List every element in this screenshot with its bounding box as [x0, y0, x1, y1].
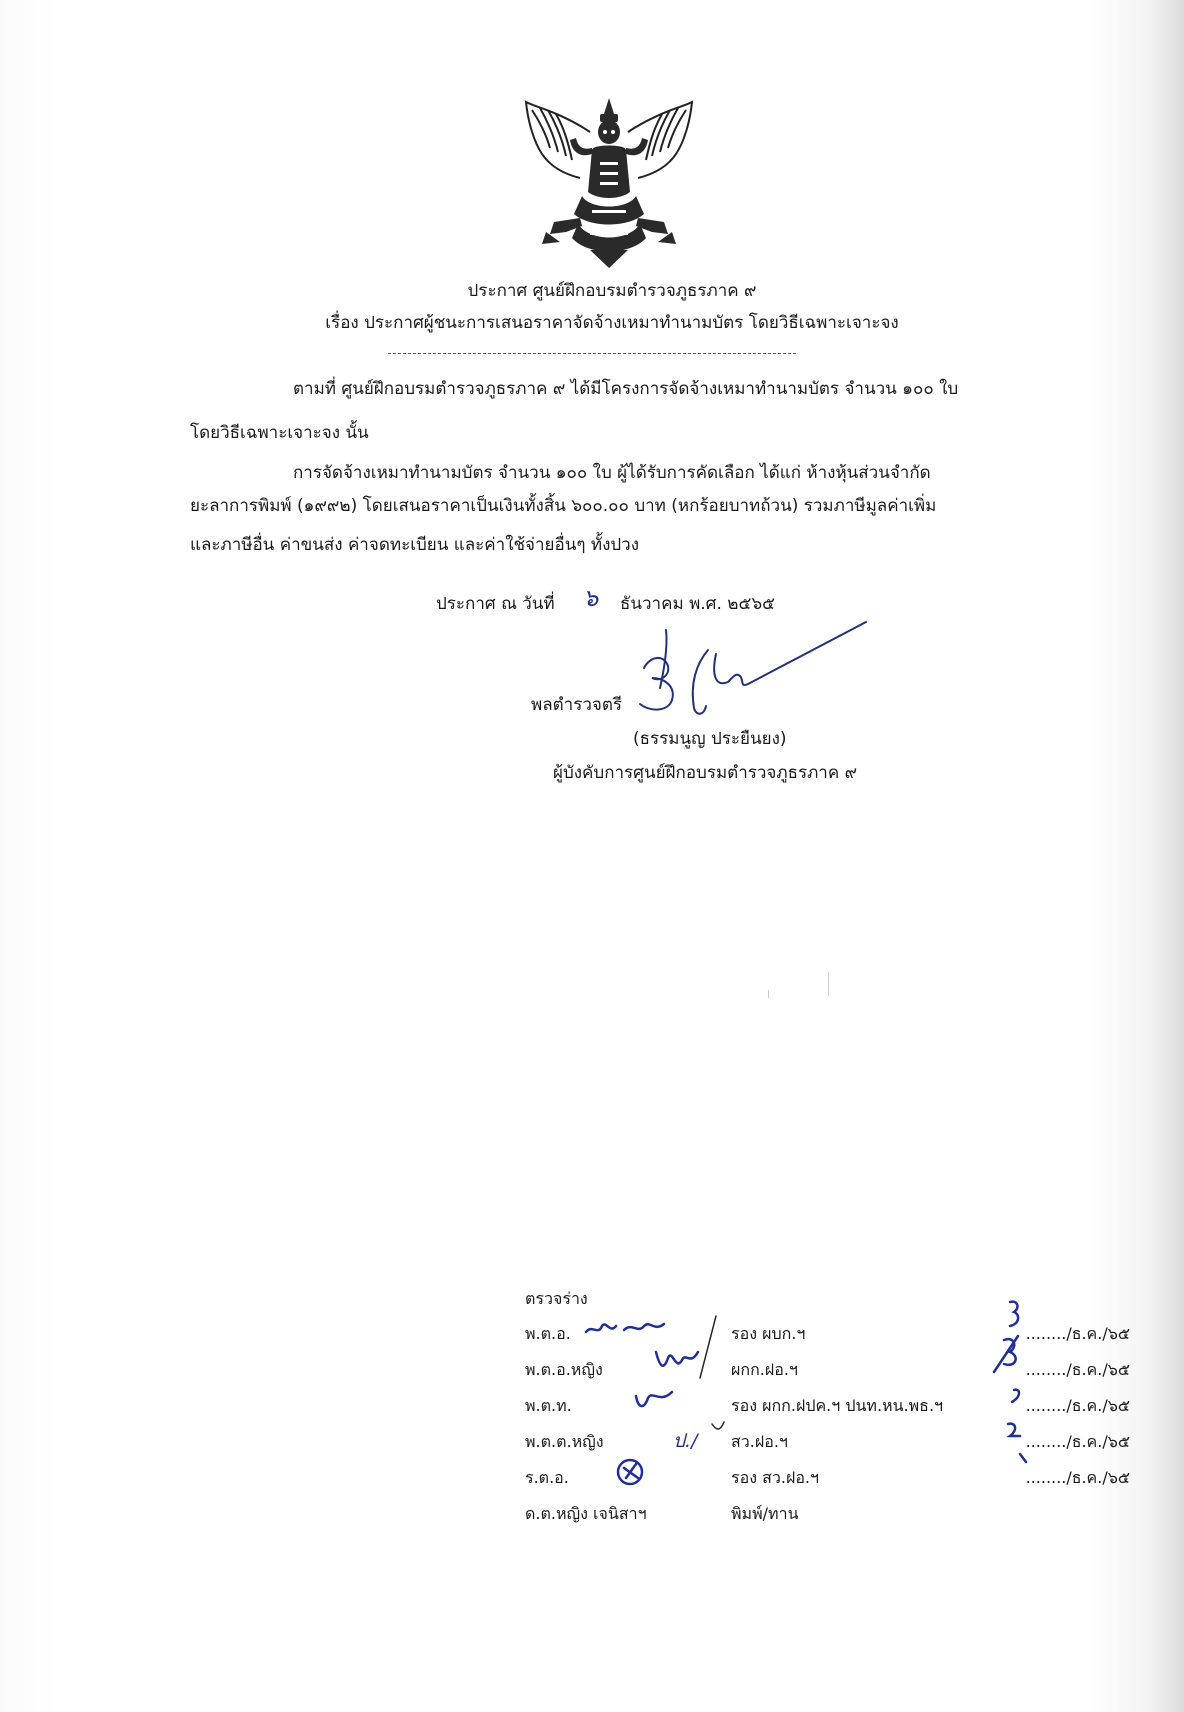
- handwritten-day: ๖: [583, 584, 599, 612]
- signatory-name: (ธรรมนูญ ประยืนยง): [633, 729, 787, 749]
- paragraph-2-line-3: และภาษีอื่น ค่าขนส่ง ค่าจดทะเบียน และค่าใช้จ่ายอื่นๆ ทั้งปวง: [190, 535, 640, 555]
- draft-row-date: ......../ธ.ค./๖๕: [1025, 1468, 1130, 1487]
- draft-row-role: รอง ผกก.ฝปค.ฯ ปนท.หน.พธ.ฯ: [731, 1396, 944, 1415]
- draft-row-rank: พ.ต.อ.: [525, 1324, 571, 1343]
- draft-row-role: รอง ผบก.ฯ: [731, 1324, 806, 1343]
- draft-row-rank: ร.ต.อ.: [525, 1468, 569, 1487]
- draft-row-rank: พ.ต.ต.หญิง: [525, 1432, 604, 1451]
- announcement-subject: เรื่อง ประกาศผู้ชนะการเสนอราคาจัดจ้างเหมาทำนามบัตร โดยวิธีเฉพาะเจาะจง: [325, 313, 899, 333]
- date-day-marks: [990, 1296, 1050, 1516]
- draft-row-role: ผกก.ฝอ.ฯ: [731, 1360, 798, 1379]
- announcement-title: ประกาศ ศูนย์ฝึกอบรมตำรวจภูธรภาค ๙: [467, 281, 757, 301]
- paper-speck: [768, 990, 769, 998]
- initials-marks: [580, 1312, 730, 1512]
- draft-row-rank: พ.ต.อ.หญิง: [525, 1360, 603, 1379]
- signature-mark: [636, 620, 866, 720]
- paper-speck: [828, 972, 829, 996]
- paragraph-2-line-2: ยะลาการพิมพ์ (๑๙๙๒) โดยเสนอราคาเป็นเงินทั้งสิ้น ๖๐๐.๐๐ บาท (หกร้อยบาทถ้วน) รวมภาษีมูลค่าเพิ่ม: [190, 496, 937, 516]
- draft-row-date: ......../ธ.ค./๖๕: [1025, 1432, 1130, 1451]
- draft-row-role: รอง สว.ฝอ.ฯ: [731, 1468, 819, 1487]
- draft-row-role: สว.ฝอ.ฯ: [731, 1432, 788, 1451]
- draft-row-rank: ด.ต.หญิง เจนิสาฯ: [525, 1504, 647, 1523]
- draft-row-date: ......../ธ.ค./๖๕: [1025, 1396, 1130, 1415]
- paragraph-1-line-2: โดยวิธีเฉพาะเจาะจง นั้น: [190, 423, 369, 443]
- draft-check-title: ตรวจร่าง: [525, 1289, 588, 1308]
- paragraph-1-line-1: ตามที่ ศูนย์ฝึกอบรมตำรวจภูธรภาค ๙ ได้มีโครงการจัดจ้างเหมาทำนามบัตร จำนวน ๑๐๐ ใบ: [293, 379, 959, 399]
- signatory-position: ผู้บังคับการศูนย์ฝึกอบรมตำรวจภูธรภาค ๙: [553, 763, 858, 783]
- draft-row-rank: พ.ต.ท.: [525, 1396, 572, 1415]
- garuda-emblem-icon: [520, 92, 698, 268]
- draft-row-date: ......../ธ.ค./๖๕: [1025, 1324, 1130, 1343]
- draft-row-initials: ป./: [673, 1430, 698, 1452]
- divider: [388, 353, 796, 354]
- paragraph-2-line-1: การจัดจ้างเหมาทำนามบัตร จำนวน ๑๐๐ ใบ ผู้ได้รับการคัดเลือก ได้แก่ ห้างหุ้นส่วนจำกัด: [293, 463, 931, 483]
- signatory-rank: พลตำรวจตรี: [531, 695, 623, 715]
- date-suffix: ธันวาคม พ.ศ. ๒๕๖๕: [620, 594, 776, 614]
- date-prefix: ประกาศ ณ วันที่: [436, 594, 555, 614]
- draft-row-date: ......../ธ.ค./๖๕: [1025, 1360, 1130, 1379]
- draft-row-role: พิมพ์/ทาน: [731, 1504, 799, 1523]
